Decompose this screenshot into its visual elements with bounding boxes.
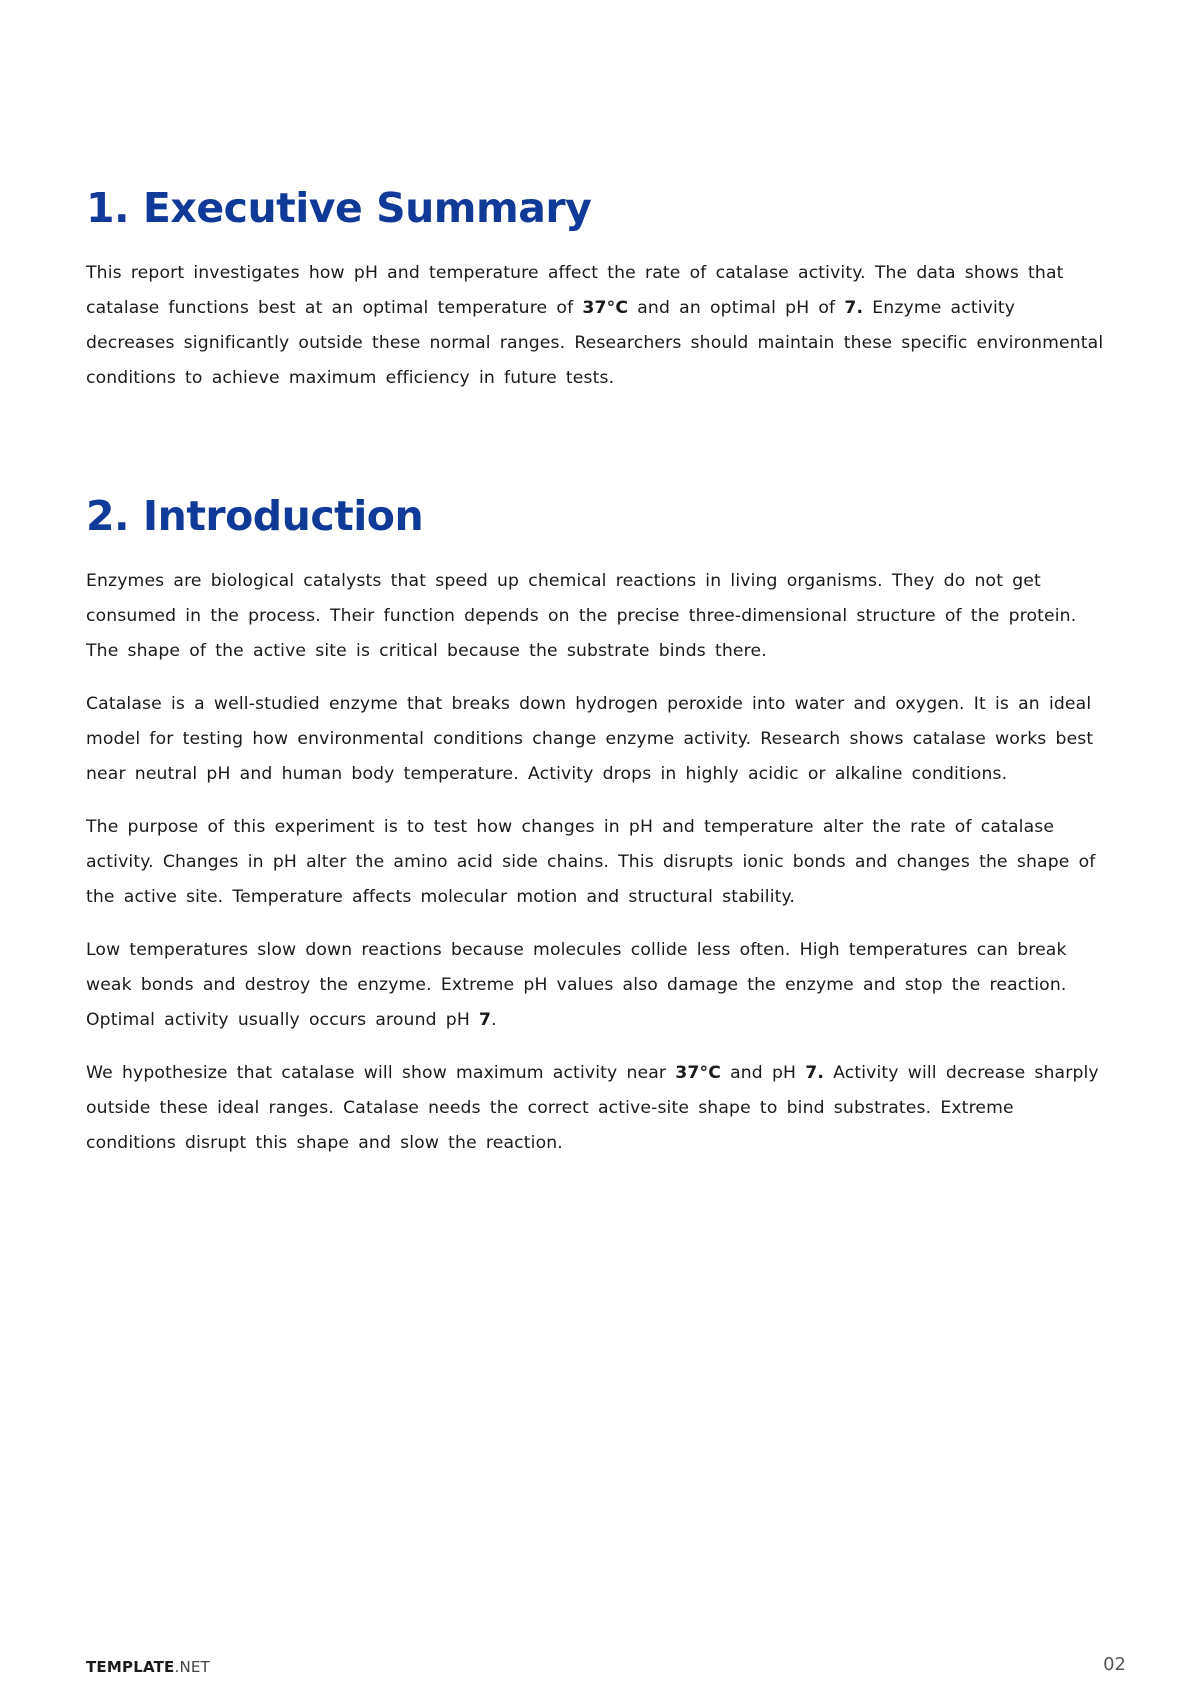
text-run: . [491,1010,497,1030]
bold-ph: 7 [479,1010,492,1030]
bold-temperature: 37°C [582,298,629,318]
bold-ph: 7. [844,298,864,318]
executive-summary-section [86,180,1111,414]
introduction-paragraph-4 [86,933,1111,1038]
bold-temperature: 37°C [675,1063,721,1083]
template-net-logo [86,1658,210,1676]
logo-brand-text: TEMPLATE [86,1658,175,1676]
introduction-heading: 2. Introduction [86,492,424,540]
text-run: and pH [720,1063,806,1083]
executive-summary-heading: 1. Executive Summary [86,184,592,232]
introduction-paragraph-1: Enzymes are biological catalysts that speed up chemical reactions in living organisms. They do not get consumed in the process. Their function depends on the precise three-dimensional structure of the protein. The shape of the active site is critical because the substrate binds there. [86,571,1077,661]
text-run: Enzyme activity decreases significantly outside these normal ranges. Researchers should maintain these specific environmental conditions to achieve maximum efficiency in future tests. [86,298,1104,388]
text-run: Activity will decrease sharply outside these ideal ranges. Catalase needs the correct active-site shape to bind substrates. Extreme conditions disrupt this shape and slow the reaction. [86,1063,1099,1153]
text-run: Low temperatures slow down reactions because molecules collide less often. High temperatures can break weak bonds and destroy the enzyme. Extreme pH values also damage the enzyme and stop the reaction. Optimal activity usually occurs around pH [86,940,1067,1030]
executive-summary-paragraph [86,256,1111,396]
bold-ph: 7. [805,1063,825,1083]
text-run: This report investigates how pH and temperature affect the rate of catalase activity. The data shows that catalase functions best at an optimal temperature of [86,263,1064,318]
text-run: and an optimal pH of [628,298,845,318]
introduction-paragraph-3: The purpose of this experiment is to test how changes in pH and temperature alter the rate of catalase activity. Changes in pH alter the amino acid side chains. This disrupts ionic bonds and changes the shape of the active site. Temperature affects molecular motion and structural stability. [86,817,1096,907]
introduction-section [86,488,1111,1179]
text-run: We hypothesize that catalase will show maximum activity near [86,1063,676,1083]
introduction-paragraph-5 [86,1056,1111,1161]
logo-tld-text: .NET [174,1658,210,1676]
introduction-paragraph-2: Catalase is a well-studied enzyme that breaks down hydrogen peroxide into water and oxygen. It is an ideal model for testing how environmental conditions change enzyme activity. Research shows catalase works best near neutral pH and human body temperature. Activity drops in highly acidic or alkaline conditions. [86,694,1094,784]
page-number: 02 [1103,1654,1126,1675]
